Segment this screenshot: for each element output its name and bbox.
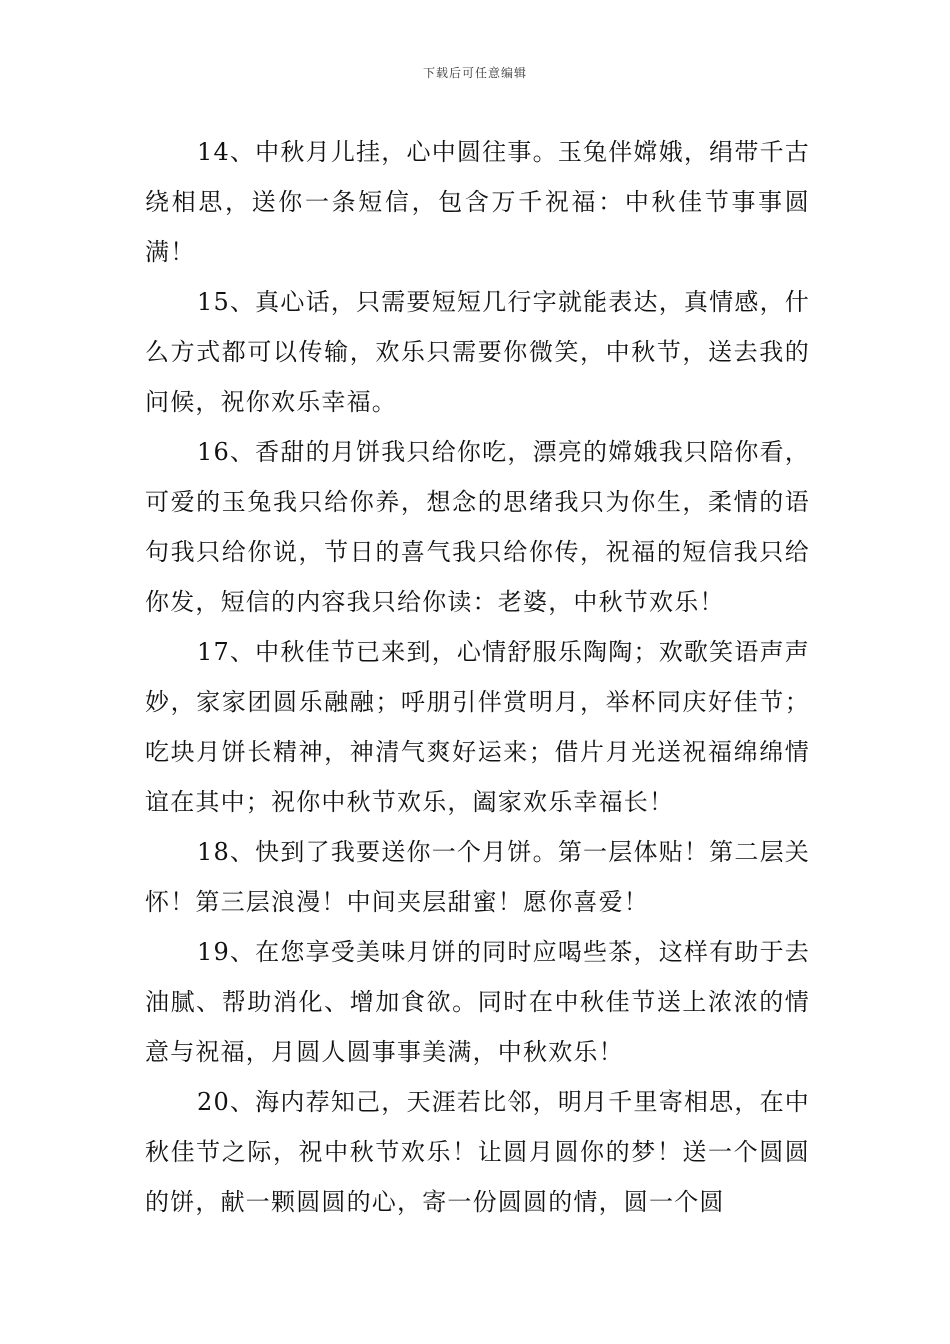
- paragraph-17: 17、中秋佳节已来到，心情舒服乐陶陶；欢歌笑语声声妙，家家团圆乐融融；呼朋引伴赏明月，举杯同庆好佳节；吃块月饼长精神，神清气爽好运来；借片月光送祝福绵绵情谊在其中；祝你中秋节欢乐，阖家欢乐幸福长！: [145, 638, 810, 816]
- paragraph-14: 14、中秋月儿挂，心中圆往事。玉兔伴嫦娥，绢带千古绕相思，送你一条短信，包含万千祝福：中秋佳节事事圆满！: [145, 138, 810, 266]
- paragraph-15: 15、真心话，只需要短短几行字就能表达，真情感，什么方式都可以传输，欢乐只需要你微笑，中秋节，送去我的问候，祝你欢乐幸福。: [145, 288, 810, 416]
- paragraph-19: 19、在您享受美味月饼的同时应喝些茶，这样有助于去油腻、帮助消化、增加食欲。同时在中秋佳节送上浓浓的情意与祝福，月圆人圆事事美满，中秋欢乐！: [145, 938, 810, 1066]
- page-header-note: 下载后可任意编辑: [422, 66, 527, 80]
- paragraph-18: 18、快到了我要送你一个月饼。第一层体贴！第二层关怀！第三层浪漫！中间夹层甜蜜！愿你喜爱！: [145, 838, 810, 916]
- paragraph-16: 16、香甜的月饼我只给你吃，漂亮的嫦娥我只陪你看，可爱的玉兔我只给你养，想念的思绪我只为你生，柔情的语句我只给你说，节日的喜气我只给你传，祝福的短信我只给你发，短信的内容我只给你读：老婆，中秋节欢乐！: [145, 438, 810, 616]
- paragraph-20: 20、海内荐知己，天涯若比邻，明月千里寄相思，在中秋佳节之际，祝中秋节欢乐！让圆月圆你的梦！送一个圆圆的饼，献一颗圆圆的心，寄一份圆圆的情，圆一个圆: [145, 1088, 810, 1216]
- document-body: [145, 127, 810, 1227]
